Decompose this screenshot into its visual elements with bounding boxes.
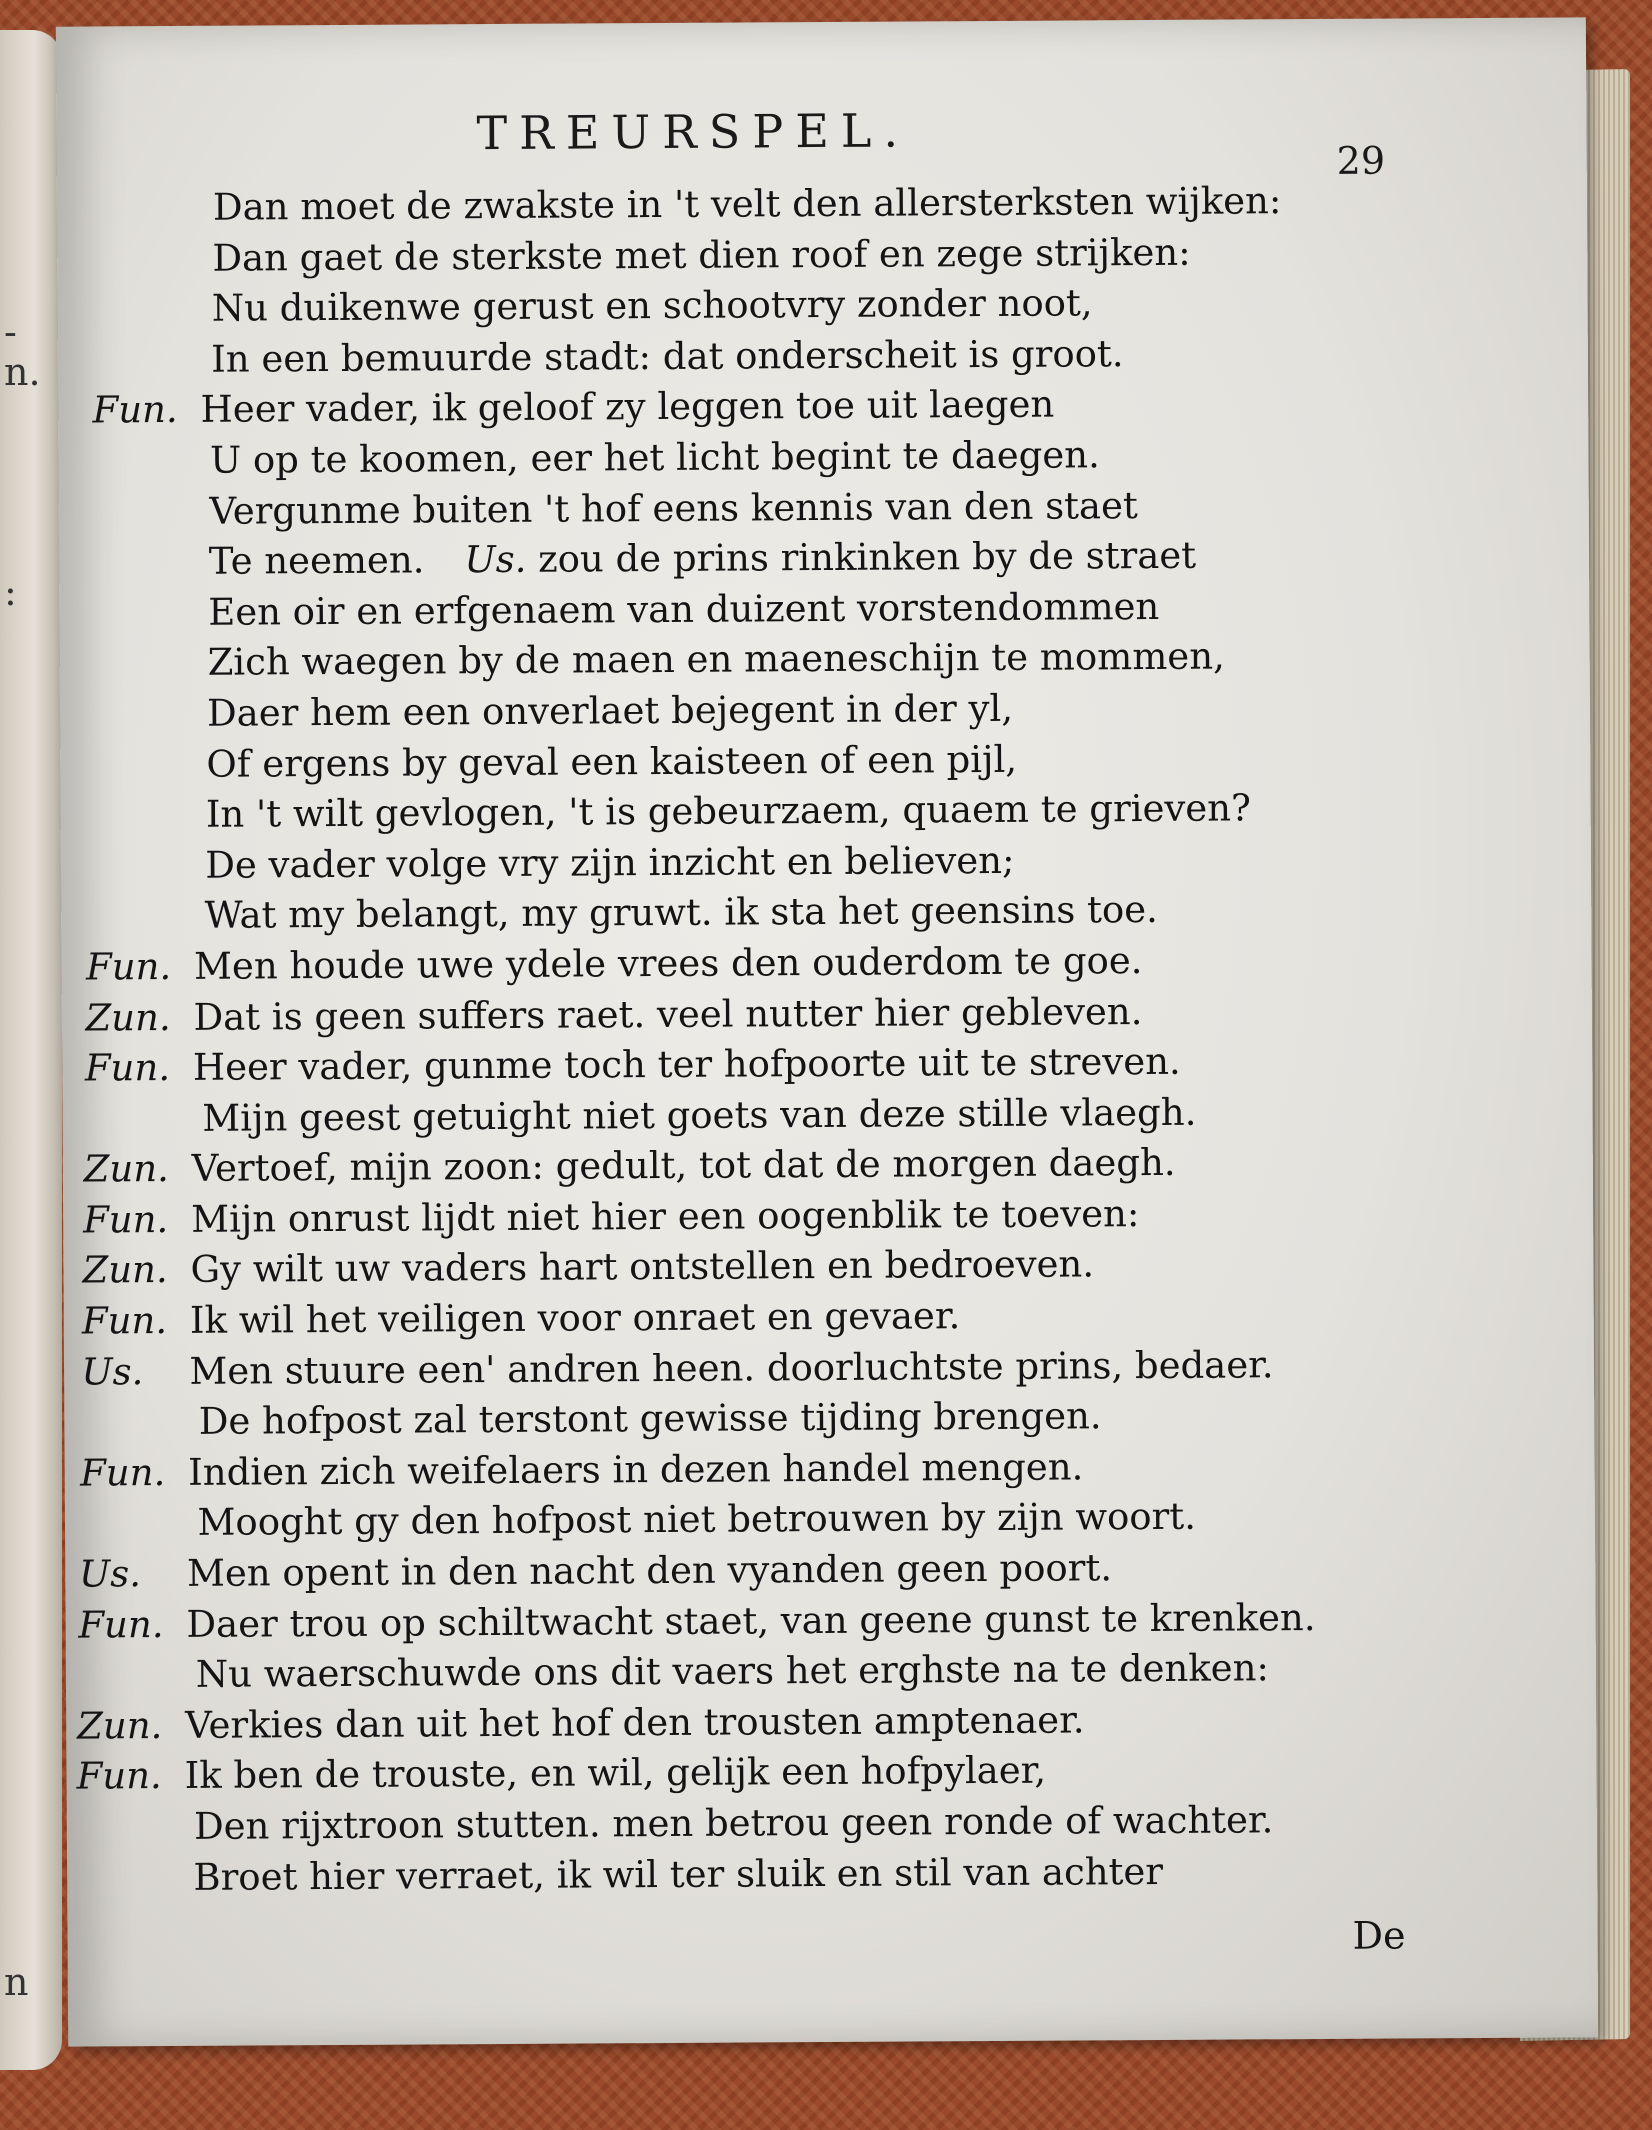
verse-text: De hofpost zal terstont gewisse tijding brengen. <box>198 1394 1102 1444</box>
speaker-label: Us. <box>464 537 527 582</box>
verse-text: Of ergens by geval een kaisteen of een pijl, <box>206 737 1018 786</box>
speaker-label: Fun. <box>80 1450 166 1495</box>
speaker-label <box>94 270 212 271</box>
speaker-label <box>91 523 209 524</box>
speaker-label: Fun. <box>76 1754 162 1799</box>
verse-line <box>83 1190 1523 1249</box>
verse-text: Mijn geest getuight niet goets van deze stille vlaegh. <box>202 1090 1197 1140</box>
verse-line <box>78 1645 1518 1704</box>
speaker-label <box>89 776 207 777</box>
running-header: TREURSPEL. <box>476 103 911 161</box>
verse-line <box>87 886 1527 945</box>
verse-text: Dat is geen suffers raet. veel nutter hier gebleven. <box>193 989 1143 1039</box>
verse-line <box>77 1696 1517 1755</box>
facing-page-edge <box>0 30 62 2070</box>
speaker-label <box>95 220 213 221</box>
verse-text: Zich waegen by de maen en maeneschijn te mommen, <box>207 634 1225 685</box>
verse-line <box>82 1240 1522 1299</box>
verse-line <box>79 1544 1519 1603</box>
verse-line <box>80 1443 1520 1502</box>
page-number: 29 <box>1336 138 1386 183</box>
verse-line <box>90 633 1530 692</box>
verse-text: Te neemen. <box>208 538 425 583</box>
speaker-label: Us. <box>78 1552 142 1596</box>
speaker-label: Fun. <box>81 1299 168 1343</box>
verse-line <box>87 835 1527 894</box>
speaker-label: Zun. <box>85 995 171 1040</box>
verse-line <box>79 1493 1519 1552</box>
verse-line <box>76 1797 1516 1856</box>
speaker-label <box>92 473 210 474</box>
verse-line <box>75 1847 1515 1906</box>
speaker-label: Fun. <box>78 1602 164 1647</box>
facing-page-fragment: - <box>4 310 17 354</box>
verse-line <box>91 532 1531 591</box>
speaker-label <box>87 928 205 929</box>
verse-line <box>86 937 1526 996</box>
facing-page-fragment: n <box>4 1960 29 2004</box>
verse-text: Daer hem een onverlaet bejegent in der yl, <box>206 686 1014 735</box>
verse-line <box>94 228 1534 287</box>
verse-line <box>91 481 1531 540</box>
speaker-label <box>84 1131 202 1132</box>
speaker-label: Zun. <box>82 1248 168 1293</box>
verse-line <box>88 734 1528 793</box>
speaker-label <box>91 574 209 575</box>
speaker-label: Fun. <box>92 388 178 432</box>
speaker-label <box>90 625 208 626</box>
speaker-label <box>78 1687 196 1688</box>
verse-line <box>89 684 1529 743</box>
speaker-label: Us. <box>81 1349 144 1394</box>
verse-line <box>84 1139 1524 1198</box>
speaker-label: Fun. <box>85 944 172 989</box>
verse-line <box>84 1088 1524 1147</box>
verse-line <box>94 279 1534 338</box>
verse-text: Mooght gy den hofpost niet betrouwen by zijn woort. <box>197 1495 1197 1545</box>
verse-line <box>77 1746 1517 1805</box>
verse-text: Heer vader, ik geloof zy leggen toe uit laegen <box>200 382 1055 432</box>
verse-line <box>88 785 1528 844</box>
verse-text: Wat my belangt, my gruwt. ik sta het geensins toe. <box>204 888 1159 938</box>
speaker-label <box>89 726 207 727</box>
speaker-label <box>81 1434 199 1435</box>
verse-line <box>85 987 1525 1046</box>
verse-text: Mijn onrust lijdt niet hier een oogenblik te toeven: <box>191 1191 1140 1241</box>
verse-text: Nu duikenwe gerust en schootvry zonder noot, <box>211 281 1093 330</box>
verse-text: Den rijxtroon stutten. men betrou geen ronde of wachter. <box>193 1798 1274 1848</box>
speaker-label: Fun. <box>83 1197 169 1242</box>
verse-text: In een bemuurde stadt: dat onderscheit is groot. <box>211 331 1124 381</box>
verse-line <box>95 178 1535 237</box>
verse-text: Men stuure een' andren heen. doorluchtste prins, bedaer. <box>189 1342 1274 1393</box>
verse-text: Dan moet de zwakste in 't velt den allersterksten wijken: <box>212 179 1282 229</box>
speaker-label <box>94 321 212 322</box>
verse-text: In 't wilt gevlogen, 't is gebeurzaem, quaem te grieven? <box>205 786 1252 836</box>
speaker-label <box>93 372 211 373</box>
verse-text: Verkies dan uit het hof den trousten amptenaer. <box>185 1698 1085 1747</box>
speaker-label <box>80 1535 198 1536</box>
speaker-label <box>76 1889 194 1890</box>
verse-line <box>81 1392 1521 1451</box>
verse-text: zou de prins rinkinken by de straet <box>538 533 1197 581</box>
verse-text: Ik wil het veiligen voor onraet en gevaer. <box>189 1294 961 1342</box>
verse-line <box>92 380 1532 439</box>
verse-line <box>81 1341 1521 1400</box>
speaker-label: Zun. <box>77 1703 163 1748</box>
verse-text: Vergunme buiten 't hof eens kennis van den staet <box>209 483 1138 533</box>
verse-line <box>82 1291 1522 1350</box>
facing-page-fragment: : <box>4 570 17 614</box>
verse-text: Daer trou op schiltwacht staet, van geene gunst te krenken. <box>186 1595 1316 1646</box>
verse-text: Gy wilt uw vaders hart ontstellen en bedroeven. <box>190 1242 1095 1292</box>
verse-text: Heer vader, gunme toch ter hofpoorte uit te streven. <box>192 1039 1181 1089</box>
speaker-label <box>90 675 208 676</box>
verse-text: Men houde uwe ydele vrees den ouderdom te goe. <box>193 938 1143 988</box>
verse-text: Een oir en erfgenaem van duizent vorstendommen <box>208 584 1160 634</box>
verse-text: Broet hier verraet, ik wil ter sluik en stil van achter <box>193 1849 1164 1899</box>
verse-line <box>93 329 1533 388</box>
verse-text: U op te koomen, eer het licht begint te daegen. <box>209 433 1100 482</box>
verse-lines <box>76 178 1545 1907</box>
speaker-label: Fun. <box>84 1046 171 1090</box>
speaker-label <box>87 878 205 879</box>
facing-page-fragment: n. <box>4 350 41 394</box>
verse-text: Men opent in den nacht den vyanden geen poort. <box>186 1546 1113 1595</box>
speaker-label: Zun. <box>83 1147 170 1191</box>
verse-line <box>92 431 1532 490</box>
verse-text: Dan gaet de sterkste met dien roof en zege strijken: <box>212 230 1191 280</box>
verse-text: Ik ben de trouste, en wil, gelijk een hofpylaer, <box>184 1749 1047 1798</box>
book-page <box>56 17 1598 2046</box>
verse-line <box>85 1038 1525 1097</box>
verse-text: Indien zich weifelaers in dezen handel mengen. <box>188 1445 1084 1494</box>
verse-text: Vertoef, mijn zoon: gedult, tot dat de morgen daegh. <box>191 1141 1176 1191</box>
verse-text: De vader volge vry zijn inzicht en believen; <box>205 838 1015 887</box>
verse-text: Nu waerschuwde ons dit vaers het erghste na te denken: <box>195 1646 1270 1697</box>
catchword: De <box>1352 1913 1406 1958</box>
verse-line <box>90 582 1530 641</box>
speaker-label <box>88 827 206 828</box>
speaker-label <box>76 1839 194 1840</box>
verse-line <box>78 1594 1518 1653</box>
